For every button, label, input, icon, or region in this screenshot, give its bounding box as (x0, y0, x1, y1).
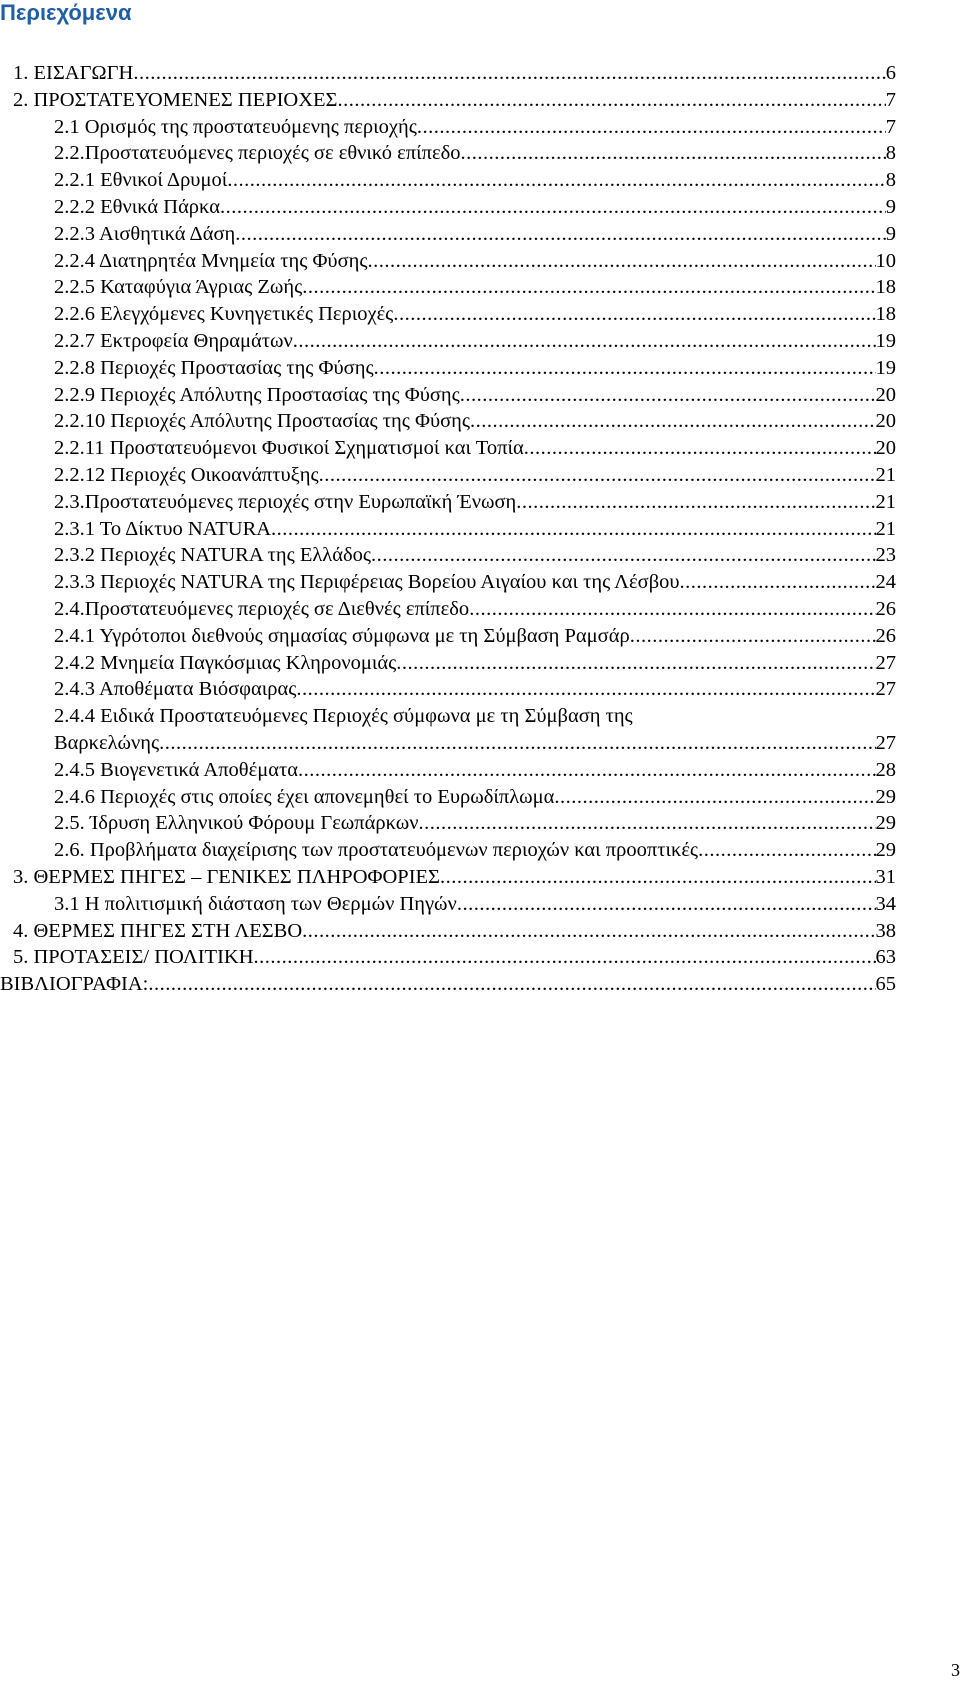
toc-entry-label: 2.3.2 Περιοχές NATURA της Ελλάδος (54, 544, 371, 567)
toc-entry-label: 2.2.12 Περιοχές Οικοανάπτυξης (54, 463, 319, 486)
toc-entry-page: 28 (875, 758, 896, 781)
dot-leader (461, 140, 886, 167)
toc-entry[interactable] (0, 944, 896, 971)
dot-leader (298, 757, 876, 784)
dot-leader (254, 944, 876, 971)
dot-leader (235, 221, 886, 248)
toc-entry-page: 21 (875, 490, 896, 513)
toc-entry[interactable] (0, 382, 896, 409)
dot-leader (159, 730, 875, 757)
toc-entry[interactable] (0, 274, 896, 301)
toc-entry-page: 27 (875, 678, 896, 701)
toc-entry-label: 2.2.Προστατευόμενες περιοχές σε εθνικό επίπεδο (54, 142, 461, 165)
toc-entry-label: 2.2.5 Καταφύγια Άγριας Ζωής (54, 276, 303, 299)
toc-entry[interactable] (0, 703, 896, 757)
dot-leader (469, 596, 875, 623)
dot-leader (417, 114, 886, 141)
dot-leader (460, 382, 876, 409)
toc-entry-page: 29 (875, 839, 896, 862)
toc-entry-label: 2.2.3 Αισθητικά Δάση (54, 222, 236, 245)
dot-leader (630, 623, 876, 650)
toc-entry[interactable] (0, 435, 896, 462)
toc-entry-page: 20 (875, 383, 896, 406)
toc-entry[interactable] (0, 837, 896, 864)
toc-entry[interactable] (0, 650, 896, 677)
toc-entry-label: 2.2.7 Εκτροφεία Θηραμάτων (54, 329, 293, 352)
dot-leader (680, 569, 876, 596)
toc-entry-label: 2.2.9 Περιοχές Απόλυτης Προστασίας της Φύσης (54, 383, 460, 406)
toc-entry-label: 2.4.6 Περιοχές στις οποίες έχει απονεμηθεί το Ευρωδίπλωμα (54, 785, 555, 808)
dot-leader (440, 864, 876, 891)
toc-entry-label: 3.1 Η πολιτισμική διάσταση των Θερμών Πηγών (54, 892, 457, 915)
toc-entry-page: 23 (875, 544, 896, 567)
toc-entry-page: 8 (885, 142, 896, 165)
toc-entry-label: 2.2.2 Εθνικά Πάρκα (54, 195, 220, 218)
page-number: 3 (951, 1660, 960, 1680)
dot-leader (220, 194, 886, 221)
toc-entry-label: 3. ΘΕΡΜΕΣ ΠΗΓΕΣ – ΓΕΝΙΚΕΣ ΠΛΗΡΟΦΟΡΙΕΣ (13, 865, 440, 888)
toc-entry-label: 2.5. Ίδρυση Ελληνικού Φόρουμ Γεωπάρκων (54, 812, 419, 835)
dot-leader (470, 408, 875, 435)
toc-entry-page: 26 (875, 624, 896, 647)
toc-entry[interactable] (0, 516, 896, 543)
dot-leader (367, 248, 875, 275)
toc-entry-label: 2.1 Ορισμός της προστατευόμενης περιοχής (54, 115, 417, 138)
dot-leader (302, 274, 875, 301)
toc-entry[interactable] (0, 784, 896, 811)
toc-entry-page: 9 (885, 222, 896, 245)
toc-entry-label: 2.2.4 Διατηρητέα Μνημεία της Φύσης (54, 249, 368, 272)
dot-leader (337, 87, 885, 114)
toc-entry-label: 2.4.3 Αποθέματα Βιόσφαιρας (54, 678, 297, 701)
dot-leader (524, 435, 876, 462)
toc-entry[interactable] (0, 864, 896, 891)
toc-entry-label: 2.3.1 Το Δίκτυο NATURA (54, 517, 272, 540)
dot-leader (393, 301, 875, 328)
table-of-contents (0, 60, 896, 998)
dot-leader (271, 516, 875, 543)
toc-entry[interactable] (0, 167, 896, 194)
dot-leader (302, 918, 875, 945)
toc-entry-label: 2.3.Προστατευόμενες περιοχές στην Ευρωπαϊκή Ένωση (54, 490, 517, 513)
toc-entry[interactable] (0, 194, 896, 221)
toc-entry-label: 2.4.2 Μνημεία Παγκόσμιας Κληρονομιάς (54, 651, 397, 674)
toc-entry[interactable] (0, 489, 896, 516)
toc-entry-label: 2.6. Προβλήματα διαχείρισης των προστατευόμενων περιοχών και προοπτικές (54, 839, 699, 862)
toc-entry-page: 63 (875, 946, 896, 969)
dot-leader (227, 167, 886, 194)
dot-leader (516, 489, 875, 516)
toc-entry-label: 5. ΠΡΟΤΑΣΕΙΣ/ ΠΟΛΙΤΙΚΗ (13, 946, 254, 969)
toc-entry-page: 19 (875, 329, 896, 352)
toc-entry[interactable] (0, 569, 896, 596)
toc-entry[interactable] (0, 891, 896, 918)
toc-entry-page: 18 (875, 303, 896, 326)
toc-entry-page: 29 (875, 812, 896, 835)
dot-leader (148, 971, 875, 998)
toc-entry-page: 20 (875, 437, 896, 460)
dot-leader (396, 650, 875, 677)
toc-entry-page: 29 (875, 785, 896, 808)
toc-entry-page: 19 (875, 356, 896, 379)
toc-entry-page: 21 (875, 463, 896, 486)
toc-entry[interactable] (0, 355, 896, 382)
dot-leader (419, 810, 876, 837)
toc-entry[interactable] (0, 114, 896, 141)
toc-entry[interactable] (0, 408, 896, 435)
dot-leader (371, 542, 876, 569)
toc-entry-label: 4. ΘΕΡΜΕΣ ΠΗΓΕΣ ΣΤΗ ΛΕΣΒΟ (13, 919, 303, 942)
toc-entry-label: 1. ΕΙΣΑΓΩΓΗ (13, 62, 134, 84)
dot-leader (698, 837, 875, 864)
toc-entry-page: 6 (885, 62, 896, 84)
toc-entry[interactable] (0, 810, 896, 837)
toc-entry-label: 2. ΠΡΟΣΤΑΤΕΥΟΜΕΝΕΣ ΠΕΡΙΟΧΕΣ (13, 88, 338, 111)
toc-entry[interactable] (0, 596, 896, 623)
dot-leader (374, 355, 876, 382)
toc-entry-page: 9 (885, 195, 896, 218)
toc-entry-label: 2.4.Προστατευόμενες περιοχές σε Διεθνές επίπεδο (54, 597, 470, 620)
toc-entry[interactable] (0, 248, 896, 275)
toc-entry-page: 20 (875, 410, 896, 433)
toc-entry-page: 24 (875, 571, 896, 594)
toc-entry[interactable] (0, 623, 896, 650)
toc-entry[interactable] (0, 60, 896, 87)
toc-entry[interactable] (0, 542, 896, 569)
toc-entry-page: 21 (875, 517, 896, 540)
dot-leader (293, 328, 876, 355)
toc-entry[interactable] (0, 221, 896, 248)
dot-leader (296, 676, 875, 703)
toc-entry-page: 27 (875, 731, 896, 754)
dot-leader (319, 462, 876, 489)
toc-entry-page: 38 (875, 919, 896, 942)
toc-entry-page: 7 (885, 88, 896, 111)
toc-entry[interactable] (0, 328, 896, 355)
toc-entry[interactable] (0, 87, 896, 114)
toc-entry-page: 27 (875, 651, 896, 674)
toc-entry[interactable] (0, 971, 896, 998)
toc-entry-page: 8 (885, 169, 896, 192)
toc-entry-label: 2.2.8 Περιοχές Προστασίας της Φύσης (54, 356, 374, 379)
toc-entry-label: ΒΙΒΛΙΟΓΡΑΦΙΑ: (0, 973, 149, 996)
toc-entry-label: 2.2.6 Ελεγχόμενες Κυνηγετικές Περιοχές (54, 303, 394, 326)
toc-entry-page: 26 (875, 597, 896, 620)
toc-entry[interactable] (0, 918, 896, 945)
toc-entry-label: 2.2.10 Περιοχές Απόλυτης Προστασίας της Φύσης (54, 410, 471, 433)
toc-entry-page: 31 (875, 865, 896, 888)
toc-entry[interactable] (0, 301, 896, 328)
toc-entry-label-continuation: Βαρκελώνης (54, 731, 160, 754)
toc-entry-label: 2.2.11 Προστατευόμενοι Φυσικοί Σχηματισμοί και Τοπία (54, 437, 524, 460)
toc-entry-label: 2.3.3 Περιοχές NATURA της Περιφέρειας Βορείου Αιγαίου και της Λέσβου (54, 571, 680, 594)
toc-entry[interactable] (0, 140, 896, 167)
page-title: Περιεχόμενα (0, 0, 132, 25)
toc-entry-page: 10 (875, 249, 896, 272)
toc-entry-label: 2.4.4 Ειδικά Προστατευόμενες Περιοχές σύμφωνα με τη Σύμβαση της (54, 705, 633, 728)
toc-entry[interactable] (0, 757, 896, 784)
toc-entry-page: 34 (875, 892, 896, 915)
toc-entry-page: 18 (875, 276, 896, 299)
toc-entry-page: 65 (875, 973, 896, 996)
toc-entry-label: 2.4.1 Υγρότοποι διεθνούς σημασίας σύμφωνα με τη Σύμβαση Ραμσάρ (54, 624, 630, 647)
toc-entry[interactable] (0, 676, 896, 703)
toc-entry-page: 7 (885, 115, 896, 138)
dot-leader (133, 60, 885, 87)
toc-entry[interactable] (0, 462, 896, 489)
toc-entry-label: 2.4.5 Βιογενετικά Αποθέματα (54, 758, 298, 781)
toc-entry-label: 2.2.1 Εθνικοί Δρυμοί (54, 169, 228, 192)
dot-leader (554, 784, 875, 811)
dot-leader (457, 891, 876, 918)
